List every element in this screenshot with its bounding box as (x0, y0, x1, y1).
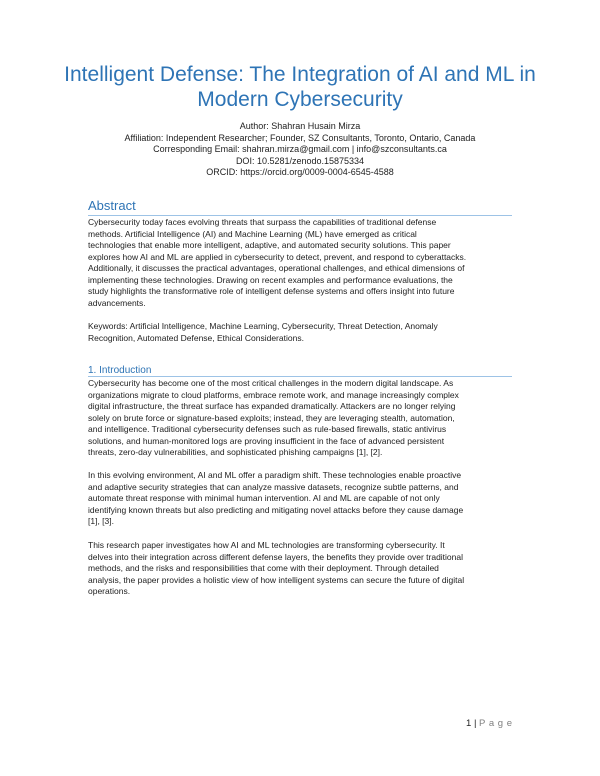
intro-line: and intelligence. Traditional cybersecurity defenses such as rule-based firewalls, static antivirus (88, 424, 447, 434)
email-line: Corresponding Email: shahran.mirza@gmail.com | info@szconsultants.ca (153, 144, 447, 155)
footer-separator: | (473, 718, 477, 729)
abstract-line: implementing these technologies. Drawing on recent examples and performance evaluations, the (88, 274, 453, 285)
intro-line: threats, zero-day vulnerabilities, and sophisticated phishing campaigns [1], [2]. (88, 447, 383, 457)
intro-line: automate threat response with minimal human intervention. AI and ML are capable of not only (88, 493, 440, 503)
intro-paragraph-2 (88, 470, 510, 528)
abstract-body (88, 217, 510, 309)
keywords (88, 321, 510, 344)
intro-line: Cybersecurity has become one of the most critical challenges in the modern digital landscape. As (88, 378, 454, 388)
orcid-line: ORCID: https://orcid.org/0009-0004-6545-4588 (206, 167, 394, 178)
abstract-line: technologies that enable more intelligent, adaptive, and automated security solutions. This paper (88, 240, 451, 250)
intro-line: digital infrastructure, the threat surface has expanded dramatically. Attackers are no longer relying (88, 401, 456, 411)
intro-line: and adaptive security strategies that can analyze massive datasets, recognize subtle patterns, and (88, 481, 459, 492)
intro-paragraph-3 (88, 540, 510, 598)
abstract-divider (88, 215, 512, 216)
intro-line: analysis, the paper provides a holistic view of how intelligent systems can secure the future of digital (88, 574, 465, 585)
intro-line: methods, and the risks and responsibilities that come with their deployment. Through detailed (88, 563, 439, 573)
page-footer (466, 718, 512, 729)
page-number: 1 (466, 718, 472, 729)
title-line-2: Modern Cybersecurity (197, 88, 403, 111)
paper-title (60, 62, 540, 112)
intro-paragraph-1 (88, 378, 510, 459)
doi-line: DOI: 10.5281/zenodo.15875334 (235, 155, 365, 166)
intro-line: [1], [3]. (88, 516, 114, 526)
introduction-divider (88, 376, 512, 377)
abstract-line: methods. Artificial Intelligence (AI) and Machine Learning (ML) have emerged as critical (88, 228, 417, 239)
introduction-heading: 1. Introduction (88, 365, 152, 376)
author-line: Author: Shahran Husain Mirza (239, 121, 361, 131)
intro-line: This research paper investigates how AI and ML technologies are transforming cybersecurity. It (88, 540, 445, 550)
intro-line: identifying known threats but also predicting and mitigating novel attacks before they cause damage (88, 504, 464, 515)
abstract-heading: Abstract (88, 198, 136, 213)
intro-line: operations. (88, 586, 131, 596)
title-line-1: Intelligent Defense: The Integration of AI and ML in (64, 63, 536, 86)
intro-line: In this evolving environment, AI and ML offer a paradigm shift. These technologies enable proactive (88, 470, 462, 480)
intro-line: solely on brute force or signature-based exploits; instead, they are leveraging stealth, automation, (88, 412, 455, 423)
keywords-line: Recognition, Automated Defense, Ethical Considerations. (88, 332, 304, 343)
keywords-line: Keywords: Artificial Intelligence, Machine Learning, Cybersecurity, Threat Detection, Anomaly (88, 321, 438, 331)
abstract-line: study highlights the transformative role of intelligent defense systems and offers insight into future (88, 286, 455, 296)
abstract-line: Cybersecurity today faces evolving threats that surpass the capabilities of traditional defense (88, 217, 437, 227)
abstract-line: advancements. (88, 297, 146, 308)
page-word: P a g e (479, 718, 513, 729)
intro-line: delves into their integration across different defense layers, the benefits they provide over traditional (88, 551, 464, 562)
abstract-line: explores how AI and ML are applied in cybersecurity to detect, prevent, and respond to cyberattacks. (88, 251, 467, 262)
intro-line: solutions, and human-monitored logs are proving insufficient in the face of advanced persistent (88, 435, 445, 446)
intro-line: organizations migrate to cloud platforms, embrace remote work, and manage increasingly complex (88, 389, 459, 400)
affiliation-line: Affiliation: Independent Researcher; Founder, SZ Consultants, Toronto, Ontario, Canada (124, 132, 476, 143)
abstract-line: Additionally, it discusses the practical advantages, operational challenges, and ethical dimensions of (88, 263, 465, 273)
author-block (60, 121, 540, 179)
